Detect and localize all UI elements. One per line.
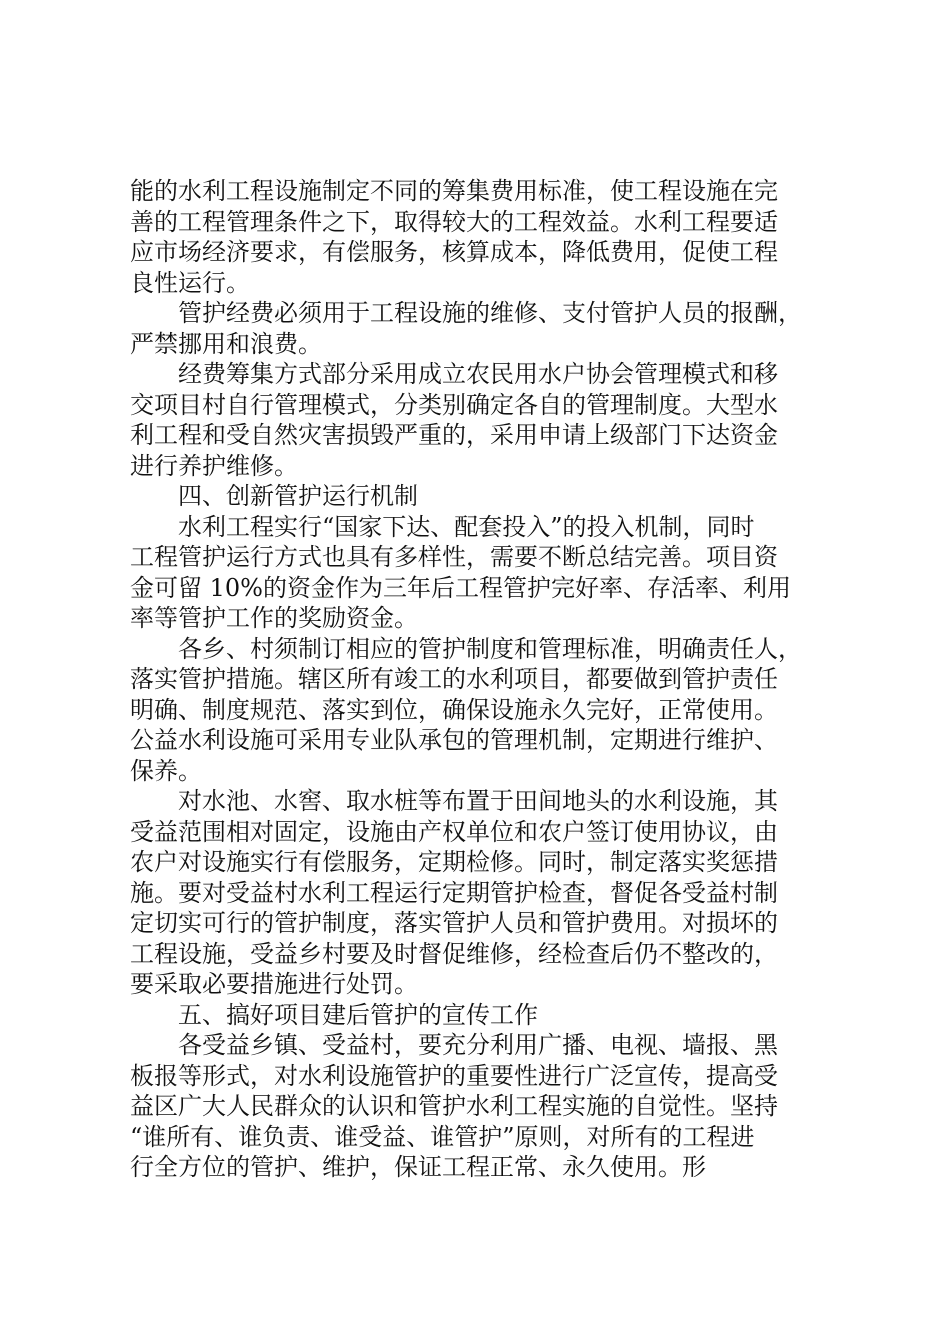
section-heading-4: 四、创新管护运行机制 [130, 482, 418, 510]
paragraph-6: 各乡、村须制订相应的管护制度和管理标准，明确责任人， 落实管护措施。辖区所有竣工的水利项目，都要做到管护责任 明确、制度规范、落实到位，确保设施永久完好，正常使用。 公益水利设施可采用专业队承包的管理机制，定期进行维护、 保养。 [130, 634, 802, 785]
paragraph-5: 水利工程实行“国家下达、配套投入”的投入机制，同时 工程管护运行方式也具有多样性，需要不断总结完善。项目资 金可留 10%的资金作为三年后工程管护完好率、存活率、利用 率等管护工作的奖励资金。 [130, 512, 791, 632]
paragraph-3: 经费筹集方式部分采用成立农民用水户协会管理模式和移 交项目村自行管理模式，分类别确定各自的管理制度。大型水 利工程和受自然灾害损毁严重的，采用申请上级部门下达资金 进行养护维修。 [130, 360, 778, 480]
section-heading-5: 五、搞好项目建后管护的宣传工作 [130, 1000, 538, 1029]
paragraph-1: 能的水利工程设施制定不同的筹集费用标准，使工程设施在完 善的工程管理条件之下，取得较大的工程效益。水利工程要适 应市场经济要求，有偿服务，核算成本，降低费用，促使工程 良性运行。 [130, 177, 778, 297]
paragraph-7: 对水池、水窖、取水桩等布置于田间地头的水利设施，其 受益范围相对固定，设施由产权单位和农户签订使用协议，由 农户对设施实行有偿服务，定期检修。同时，制定落实奖惩措 施。要对受益村水利工程运行定期管护检查，督促各受益村制 定切实可行的管护制度，落实管护人员和管护费用。对损坏的 工程设施，受益乡村要及时督促维修，经检查后仍不整改的， 要采取必要措施进行处罚。 [130, 787, 778, 998]
paragraph-9: 各受益乡镇、受益村，要充分利用广播、电视、墙报、黑 板报等形式，对水利设施管护的重要性进行广泛宣传，提高受 益区广大人民群众的认识和管护水利工程实施的自觉性。坚持 “谁所有、谁负责、谁受益、谁管护”原则，对所有的工程进 行全方位的管护、维护，保证工程正常、永久使用。形 [130, 1031, 778, 1181]
document-body [130, 176, 835, 1183]
paragraph-2: 管护经费必须用于工程设施的维修、支付管护人员的报酬， 严禁挪用和浪费。 [130, 299, 802, 358]
